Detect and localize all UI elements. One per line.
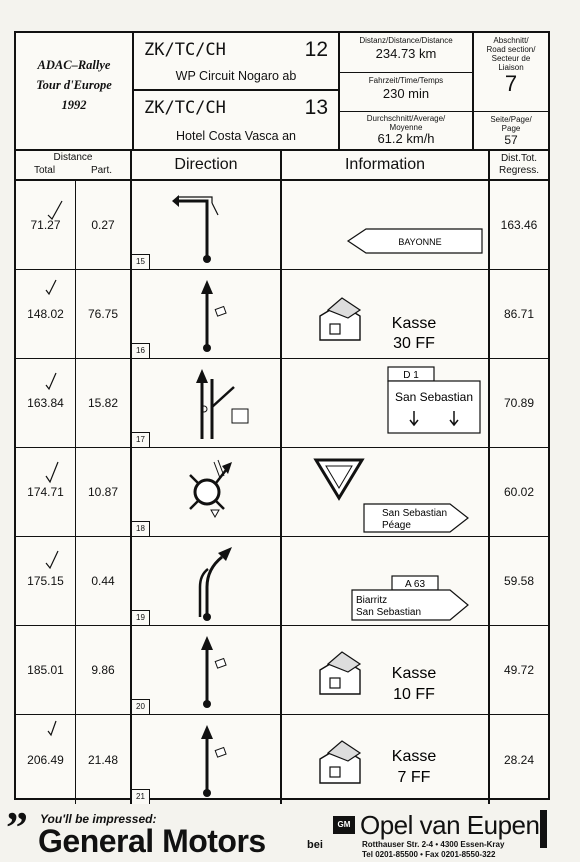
partial-distance: 0.44 xyxy=(91,574,115,588)
road-section-value: 7 xyxy=(504,71,518,96)
table-row xyxy=(16,181,548,270)
partial-distance: 15.82 xyxy=(87,396,119,410)
section-page xyxy=(474,33,548,151)
regress-distance: 70.89 xyxy=(503,396,535,410)
bear-right-icon xyxy=(132,537,282,626)
toll-booth-icon xyxy=(282,270,490,359)
direction-sign-icon xyxy=(282,181,490,270)
partial-distance: 9.86 xyxy=(91,663,115,677)
direction-diagram xyxy=(132,448,282,536)
distance-heading: Distance xyxy=(53,152,93,163)
step-number: 16 xyxy=(132,343,150,358)
straight-ahead-icon xyxy=(132,715,282,804)
information-cell xyxy=(282,359,490,447)
time-value: 230 min xyxy=(382,86,430,101)
section-number: 13 xyxy=(304,96,328,119)
regress-heading xyxy=(490,151,548,179)
road-section xyxy=(474,33,548,112)
regress-distance: 59.58 xyxy=(503,574,535,588)
event-year: 1992 xyxy=(61,98,87,112)
sign-subtext: Péage xyxy=(382,520,411,531)
average-label-line2: Moyenne xyxy=(389,123,423,132)
road-sign-icon xyxy=(282,359,490,448)
table-row xyxy=(16,537,548,626)
road-section-label-line1: Abschnitt/ xyxy=(493,36,529,45)
time-stat xyxy=(340,72,472,111)
motorway-sign-icon xyxy=(282,537,490,626)
table-row xyxy=(16,270,548,359)
event-line1: ADAC–Rallye xyxy=(37,58,111,72)
total-distance: 175.15 xyxy=(27,574,64,588)
total-distance: 148.02 xyxy=(27,307,64,321)
section-code: ZK/TC/CH xyxy=(144,98,226,118)
check-mark-icon xyxy=(16,715,76,804)
total-distance: 163.84 xyxy=(27,396,64,410)
table-row xyxy=(16,626,548,715)
average-value: 61.2 km/h xyxy=(377,131,435,146)
partial-distance: 10.87 xyxy=(87,485,119,499)
section-code: ZK/TC/CH xyxy=(144,40,226,60)
information-cell xyxy=(282,626,490,714)
sign-text: BAYONNE xyxy=(398,237,442,247)
check-mark-icon xyxy=(16,181,76,270)
straight-ahead-icon xyxy=(132,626,282,715)
turn-left-back-icon xyxy=(132,181,282,270)
section-place: Hotel Costa Vasca an xyxy=(176,129,296,143)
direction-diagram xyxy=(132,537,282,625)
exclamation-bar-icon xyxy=(540,810,547,848)
distance-column-header xyxy=(16,151,132,179)
regress-distance: 60.02 xyxy=(503,485,535,499)
information-cell xyxy=(282,270,490,358)
page-label-line1: Seite/Page/ xyxy=(490,115,532,124)
table-row xyxy=(16,715,548,804)
distance-value: 234.73 km xyxy=(375,46,437,61)
information-cell xyxy=(282,537,490,625)
partial-distance: 0.27 xyxy=(91,218,115,232)
section-number: 12 xyxy=(304,38,328,61)
ad-tagline: You'll be impressed: xyxy=(40,812,157,826)
check-mark-icon xyxy=(16,448,76,537)
table-row xyxy=(16,359,548,448)
sign-subtext: San Sebastian xyxy=(356,607,422,618)
page-label-line2: Page xyxy=(501,124,521,133)
road-section-label-line2: Road section/ xyxy=(486,45,536,54)
quote-mark-icon: ” xyxy=(6,803,28,852)
section-stats xyxy=(340,33,474,151)
direction-diagram xyxy=(132,270,282,358)
toll-fee: 7 FF xyxy=(397,769,431,786)
table-row xyxy=(16,448,548,537)
step-number: 20 xyxy=(132,699,150,714)
check-mark-icon xyxy=(16,270,76,359)
information-cell xyxy=(282,715,490,804)
part-heading: Part. xyxy=(90,165,113,176)
column-header xyxy=(16,151,548,181)
regress-distance: 86.71 xyxy=(503,307,535,321)
regress-distance: 28.24 xyxy=(503,752,535,767)
dealer-name: Opel van Eupen xyxy=(360,810,540,840)
step-number: 21 xyxy=(132,789,150,804)
page-number xyxy=(474,112,548,151)
step-number: 18 xyxy=(132,521,150,536)
ad-brand: General Motors xyxy=(38,823,266,859)
keep-left-fork-icon xyxy=(132,359,282,448)
check-mark-icon xyxy=(16,537,76,626)
event-title xyxy=(16,33,134,151)
step-number: 17 xyxy=(132,432,150,447)
average-label xyxy=(340,112,472,132)
direction-diagram xyxy=(132,715,282,804)
regress-heading-line1: Dist.Tot. xyxy=(500,153,538,164)
page-value: 57 xyxy=(504,133,518,147)
regress-distance: 49.72 xyxy=(503,663,535,677)
dealer-address: Rotthauser Str. 2-4 • 4300 Essen-Kray xyxy=(362,840,505,849)
yield-sign-icon xyxy=(282,448,490,537)
toll-label: Kasse xyxy=(391,748,437,765)
average-label-line1: Durchschnitt/Average/ xyxy=(366,114,446,123)
total-distance: 206.49 xyxy=(27,752,64,767)
sign-text: Biarritz xyxy=(356,595,388,606)
partial-distance: 21.48 xyxy=(87,752,119,767)
toll-label: Kasse xyxy=(391,315,437,332)
time-label: Fahrzeit/Time/Temps xyxy=(368,76,444,85)
regress-heading-line2: Regress. xyxy=(498,165,539,176)
average-stat xyxy=(340,111,472,150)
direction-diagram xyxy=(132,181,282,269)
toll-booth-icon xyxy=(282,715,490,804)
information-cell xyxy=(282,181,490,269)
roadbook-header xyxy=(16,33,548,151)
straight-ahead-icon xyxy=(132,270,282,359)
dealer-phone: Tel 0201-85500 • Fax 0201-8550-322 xyxy=(362,850,496,859)
distance-stat xyxy=(340,33,472,72)
total-heading: Total xyxy=(33,165,56,176)
regress-distance: 163.46 xyxy=(500,218,538,232)
event-line2: Tour d'Europe xyxy=(36,78,112,92)
section-start xyxy=(134,33,338,91)
direction-diagram xyxy=(132,359,282,447)
gm-logo-icon: GM xyxy=(333,816,355,834)
toll-booth-icon xyxy=(282,626,490,715)
check-mark-icon xyxy=(16,359,76,448)
road-section-label-line4: Liaison xyxy=(498,63,524,72)
information-cell xyxy=(282,448,490,536)
page-label xyxy=(474,112,548,133)
section-place: WP Circuit Nogaro ab xyxy=(175,69,297,83)
information-heading: Information xyxy=(282,151,490,179)
road-section-label-line3: Secteur de xyxy=(491,54,531,63)
total-distance: 174.71 xyxy=(27,485,64,499)
section-end xyxy=(134,91,338,149)
ad-bei: bei xyxy=(307,839,323,851)
direction-diagram xyxy=(132,626,282,714)
road-number: D 1 xyxy=(403,370,419,381)
roadbook-page xyxy=(14,31,550,800)
direction-heading: Direction xyxy=(132,151,282,179)
sign-text: San Sebastian xyxy=(382,508,448,519)
total-distance: 71.27 xyxy=(30,218,61,232)
toll-fee: 10 FF xyxy=(393,686,435,703)
toll-fee: 30 FF xyxy=(393,335,435,352)
road-section-label xyxy=(474,33,548,72)
footer-advert xyxy=(0,803,580,862)
step-number: 19 xyxy=(132,610,150,625)
sign-text: San Sebastian xyxy=(394,390,474,404)
section-info xyxy=(134,33,340,151)
roundabout-icon xyxy=(132,448,282,537)
toll-label: Kasse xyxy=(391,665,437,682)
road-number: A 63 xyxy=(404,579,426,590)
distance-label: Distanz/Distance/Distance xyxy=(359,36,453,45)
total-distance: 185.01 xyxy=(27,663,64,677)
partial-distance: 76.75 xyxy=(87,307,119,321)
step-number: 15 xyxy=(132,254,150,269)
